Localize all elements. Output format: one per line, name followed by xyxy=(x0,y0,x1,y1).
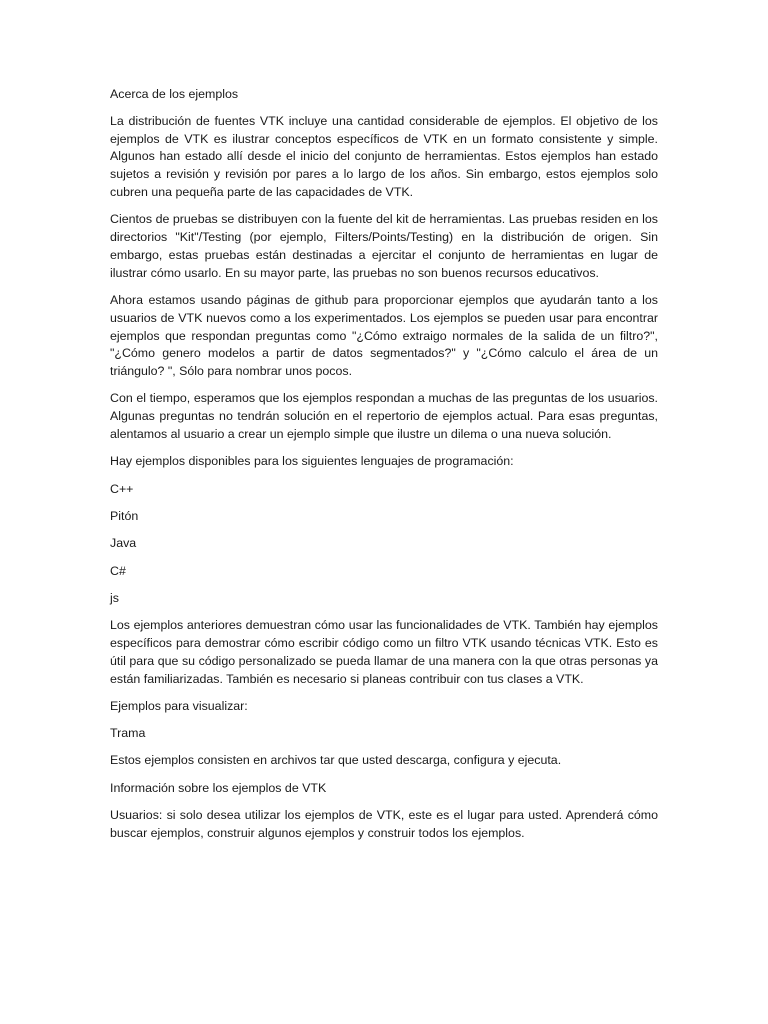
language-item: C++ xyxy=(110,481,134,496)
paragraph-functionality: Los ejemplos anteriores demuestran cómo usar las funcionalidades de VTK. También hay ejemplos específicos para demostrar cómo escribir código como un filtro VTK usando técnicas VTK. Esto es útil para que su código personalizado se pueda llamar de una manera con la que otras personas ya están familiarizadas. También es necesario si planeas contribuir con tus clases a VTK. xyxy=(110,618,658,686)
document-heading: Acerca de los ejemplos xyxy=(110,87,239,101)
language-item: js xyxy=(110,590,119,605)
tar-note: Estos ejemplos consisten en archivos tar que usted descarga, configura y ejecuta. xyxy=(110,753,562,768)
language-item: Pitón xyxy=(110,508,139,523)
paragraph-time: Con el tiempo, esperamos que los ejemplos respondan a muchas de las preguntas de los usuarios. Algunas preguntas no tendrán solución en el repertorio de ejemplos actual. Para esas preguntas, alentamos al usuario a crear un ejemplo simple que ilustre un dilema o una nueva solución. xyxy=(110,391,658,442)
paragraph-github: Ahora estamos usando páginas de github para proporcionar ejemplos que ayudarán tanto a los usuarios de VTK nuevos como a los experimentados. Los ejemplos se pueden usar para encontrar ejemplos que respondan preguntas como "¿Cómo extraigo normales de la salida de un filtro?", "¿Cómo genero modelos a partir de datos segmentados?" y "¿Cómo calculo el área de un triángulo? ", Sólo para nombrar unos pocos. xyxy=(110,292,658,379)
document-page xyxy=(110,86,658,852)
paragraph-languages-intro: Hay ejemplos disponibles para los siguientes lenguajes de programación: xyxy=(110,454,514,469)
info-heading: Información sobre los ejemplos de VTK xyxy=(110,780,327,795)
paragraph-tests: Cientos de pruebas se distribuyen con la fuente del kit de herramientas. Las pruebas residen en los directorios "Kit"/Testing (por ejemplo, Filters/Points/Testing) en la distribución de origen. Sin embargo, estas pruebas están destinadas a ejercitar el conjunto de herramientas en lugar de ilustrar cómo usarlo. En su mayor parte, las pruebas no son buenos recursos educativos. xyxy=(110,212,658,280)
paragraph-intro: La distribución de fuentes VTK incluye una cantidad considerable de ejemplos. El objetivo de los ejemplos de VTK es ilustrar conceptos específicos de VTK en un formato consistente y simple. Algunos han estado allí desde el inicio del conjunto de herramientas. Estos ejemplos han estado sujetos a revisión y revisión por pares a lo largo de los años. Sin embargo, estos ejemplos solo cubren una pequeña parte de las capacidades de VTK. xyxy=(110,113,658,199)
language-item: Java xyxy=(110,536,137,551)
language-item: C# xyxy=(110,563,126,578)
visualize-heading: Ejemplos para visualizar: xyxy=(110,698,248,713)
paragraph-users: Usuarios: si solo desea utilizar los ejemplos de VTK, este es el lugar para usted. Aprenderá cómo buscar ejemplos, construir algunos ejemplos y construir todos los ejemplos. xyxy=(110,808,658,840)
visualize-item: Trama xyxy=(110,726,146,741)
